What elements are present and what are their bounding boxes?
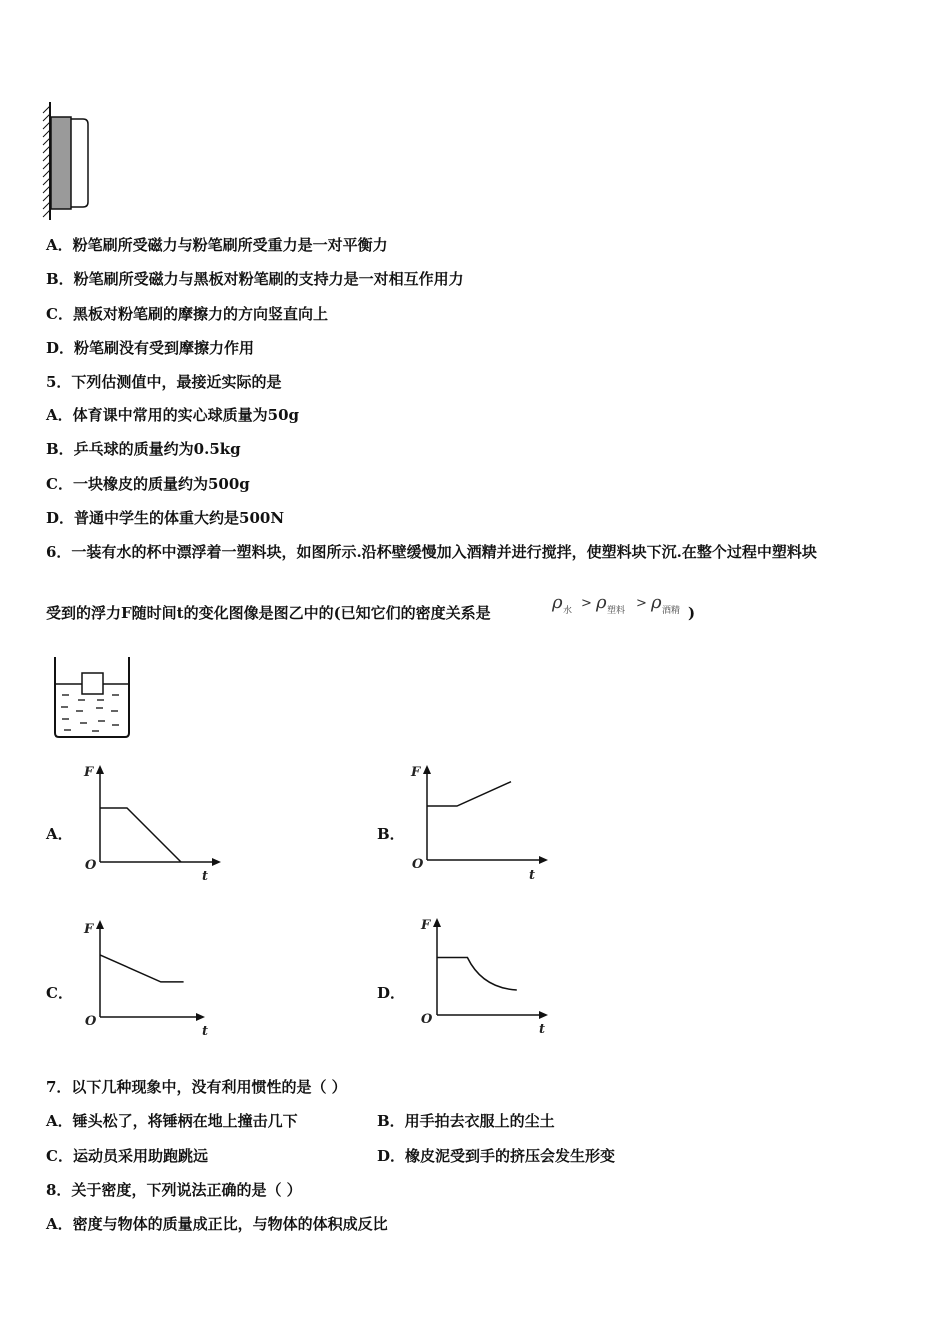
graph-d bbox=[413, 915, 563, 1037]
q5-option-b: B．乒乓球的质量约为0.5kg bbox=[46, 440, 241, 458]
graph-c bbox=[78, 917, 228, 1039]
graph-label-a: A． bbox=[46, 825, 73, 843]
rho-water: ρ bbox=[552, 592, 563, 613]
plastic-block bbox=[82, 673, 103, 694]
graph-label-c: C． bbox=[46, 984, 73, 1002]
q4-option-a: A．粉笔刷所受磁力与粉笔刷所受重力是一对平衡力 bbox=[46, 236, 388, 254]
rho-plastic: ρ bbox=[596, 592, 607, 613]
axis-f: F bbox=[84, 922, 94, 937]
axis-t: t bbox=[539, 1022, 546, 1037]
gt-1: > bbox=[581, 596, 592, 611]
axis-o: O bbox=[85, 858, 97, 873]
q4-option-b: B．粉笔刷所受磁力与黑板对粉笔刷的支持力是一对相互作用力 bbox=[46, 270, 464, 288]
force-curve bbox=[427, 782, 511, 806]
q7-option-b: B．用手拍去衣服上的尘土 bbox=[377, 1112, 555, 1130]
blackboard-brush-figure bbox=[40, 100, 100, 225]
q5-option-c: C．一块橡皮的质量约为500g bbox=[46, 475, 250, 493]
axis-o: O bbox=[421, 1012, 433, 1027]
cup-figure bbox=[52, 655, 132, 740]
sub-water: 水 bbox=[563, 606, 573, 616]
q5-option-a: A．体育课中常用的实心球质量为50g bbox=[46, 406, 300, 424]
graph-b bbox=[405, 762, 555, 884]
axis-f: F bbox=[84, 765, 94, 780]
gt-2: > bbox=[636, 596, 647, 611]
axis-t: t bbox=[202, 1024, 209, 1039]
density-relation-formula bbox=[552, 590, 692, 620]
force-curve bbox=[100, 955, 184, 982]
graph-label-d: D． bbox=[377, 984, 406, 1002]
axis-o: O bbox=[412, 857, 424, 872]
q4-option-d: D．粉笔刷没有受到摩擦力作用 bbox=[46, 339, 255, 357]
rho-alcohol: ρ bbox=[651, 592, 662, 613]
q7-option-a: A．锤头松了，将锤柄在地上撞击几下 bbox=[46, 1112, 298, 1130]
q5-stem: 5．下列估测值中，最接近实际的是 bbox=[46, 373, 282, 391]
q6-stem-line2: 受到的浮力F随时间t的变化图像是图乙中的(已知它们的密度关系是 bbox=[46, 604, 491, 622]
sub-plastic: 塑料 bbox=[607, 606, 626, 616]
axis-t: t bbox=[529, 868, 536, 883]
q8-option-a: A．密度与物体的质量成正比，与物体的体积成反比 bbox=[46, 1215, 388, 1233]
q5-option-d: D．普通中学生的体重大约是500N bbox=[46, 509, 285, 527]
q7-option-d: D．橡皮泥受到手的挤压会发生形变 bbox=[377, 1147, 616, 1165]
q8-stem: 8．关于密度，下列说法正确的是（ ） bbox=[46, 1181, 302, 1199]
q6-stem-close: ) bbox=[688, 604, 696, 622]
graph-label-b: B． bbox=[377, 825, 405, 843]
force-curve bbox=[437, 958, 517, 991]
axis-f: F bbox=[421, 918, 431, 933]
axis-f: F bbox=[411, 765, 421, 780]
q7-option-c: C．运动员采用助跑跳远 bbox=[46, 1147, 208, 1165]
q7-stem: 7．以下几种现象中，没有利用惯性的是（ ） bbox=[46, 1078, 347, 1096]
sub-alcohol: 酒精 bbox=[662, 606, 681, 616]
force-curve bbox=[100, 808, 181, 862]
axis-t: t bbox=[202, 869, 209, 884]
q4-option-c: C．黑板对粉笔刷的摩擦力的方向竖直向上 bbox=[46, 305, 328, 323]
axis-o: O bbox=[85, 1014, 97, 1029]
graph-a bbox=[78, 762, 228, 884]
q6-stem-line1: 6．一装有水的杯中漂浮着一塑料块，如图所示.沿杯壁缓慢加入酒精并进行搅拌，使塑料块下沉.在整个过程中塑料块 bbox=[46, 543, 817, 561]
